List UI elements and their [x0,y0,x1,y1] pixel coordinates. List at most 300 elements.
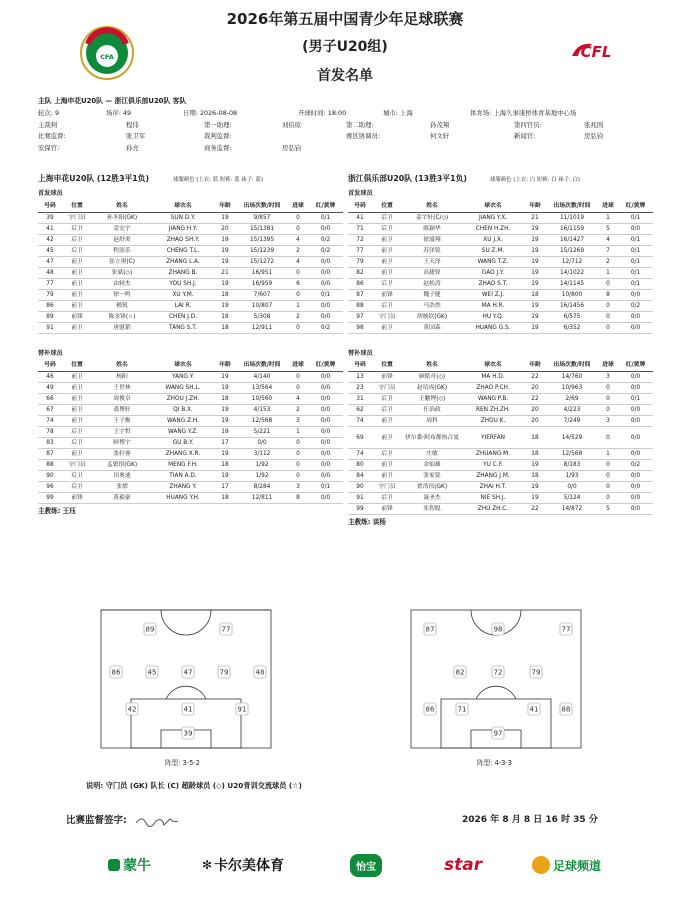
player-cell: 0 [598,482,618,493]
player-cell: 0/2 [308,234,343,245]
player-row [38,311,343,322]
away-coach-label: 主教练: [348,518,371,526]
header [0,0,690,100]
player-row [38,234,343,245]
sponsor-cestbon-text: 怡宝 [350,854,382,877]
column-header: 号码 [38,360,62,372]
player-cell: 0/0 [308,438,343,449]
player-cell: 16/951 [236,267,288,278]
player-cell: JIANG H.Y. [152,223,214,234]
player-cell: 46 [38,372,62,383]
player-row [38,405,343,416]
player-cell: 66 [38,394,62,405]
player-cell: 19 [214,427,236,438]
player-cell: 前卫 [62,372,92,383]
svg-text:72: 72 [493,668,503,677]
player-cell: 0 [288,267,308,278]
player-cell: 0/1 [618,267,653,278]
player-cell: ZHANG X.R. [152,449,214,460]
home-coach [38,504,343,518]
player-cell: 0/0 [308,449,343,460]
player-cell: 0/1 [308,289,343,300]
player-marker [454,666,466,678]
player-cell: 84 [348,471,372,482]
ar1-name: 刘伯原 [282,120,302,129]
player-cell: 6/575 [546,311,598,322]
player-cell: 18 [524,427,546,449]
player-cell: 19 [524,300,546,311]
player-row [38,427,343,438]
player-cell: 41 [348,212,372,223]
player-cell: 0 [598,322,618,333]
player-row [348,383,653,394]
player-row [38,300,343,311]
player-cell: 13/564 [236,383,288,394]
player-cell: 0/0 [308,267,343,278]
player-cell: 0/1 [618,212,653,223]
player-cell: CHEN J.D. [152,311,214,322]
player-cell: 20 [214,223,236,234]
document-title: 首发名单 [317,68,373,84]
player-cell: 74 [348,416,372,427]
player-cell: 0/0 [308,460,343,471]
svg-text:48: 48 [255,668,265,677]
player-cell: 79 [38,289,62,300]
player-cell: 0/0 [618,322,653,333]
player-cell: ZHOU J.ZH. [152,394,214,405]
player-cell: 0/0 [618,405,653,416]
player-cell: 22 [524,504,546,515]
kelme-paw-icon: ✻ [202,858,213,872]
svg-text:82: 82 [455,668,465,677]
player-cell: 0 [288,438,308,449]
sponsor-mengniu [108,850,151,880]
player-cell: 88 [38,460,62,471]
signature-date: 2026 年 8 月 8 日 16 时 35 分 [462,815,598,825]
referee-label: 主裁判 [38,120,58,129]
player-cell: 前卫 [62,416,92,427]
column-header: 年龄 [524,360,546,372]
player-cell: 守门员 [62,212,92,223]
player-cell: 3 [288,482,308,493]
player-cell: 4/223 [546,405,598,416]
player-cell: 0/0 [308,493,343,504]
player-marker [220,623,232,635]
player-cell: XU Y.M. [152,289,214,300]
ar1-label: 第一助理: [204,120,232,129]
player-cell: 19 [214,416,236,427]
cfa-logo-text: CFA [100,53,114,61]
player-cell: 0/0 [618,471,653,482]
player-cell: 90 [348,482,372,493]
home-kit: 球服颜色 (上衣: 蓝 短裤: 蓝 袜子: 蓝) [173,177,264,183]
player-cell: 0/1 [618,234,653,245]
player-cell: 67 [38,405,62,416]
player-cell: 0 [598,427,618,449]
home-coach-label: 主教练: [38,507,61,515]
football-channel-icon [532,856,550,874]
player-cell: 0/0 [308,223,343,234]
player-cell: 程添乐 [92,245,152,256]
player-cell: 0 [288,289,308,300]
player-marker [530,666,542,678]
player-cell: 0/0 [618,504,653,515]
player-cell: 8/183 [546,460,598,471]
home-team-section [38,171,343,518]
column-header: 号码 [38,200,62,212]
player-cell: 99 [38,493,62,504]
player-cell: 由轲杰 [92,278,152,289]
player-cell: 陈颍华 [402,223,462,234]
player-cell: 0/1 [308,482,343,493]
player-cell: ZHAI H.T. [462,482,524,493]
player-row [38,383,343,394]
player-row [38,245,343,256]
player-cell: 87 [348,289,372,300]
player-cell: 5/221 [236,427,288,438]
player-cell: 黄国森 [402,322,462,333]
player-cell: 23 [348,383,372,394]
player-cell: 2 [598,256,618,267]
column-header: 姓名 [92,360,152,372]
player-cell: 12/712 [546,256,598,267]
player-cell: 0 [598,394,618,405]
player-cell: 12/568 [236,416,288,427]
player-cell: 15/1269 [546,245,598,256]
player-cell: 0 [288,223,308,234]
player-cell: 17 [214,438,236,449]
player-cell: 21 [214,267,236,278]
player-cell: ZHANG B. [152,267,214,278]
player-cell: WANG P.B. [462,394,524,405]
player-cell: 6 [288,278,308,289]
security-label: 安保官: [38,144,60,153]
player-cell: 19 [524,493,546,504]
player-marker [492,727,504,739]
column-header: 进球 [288,200,308,212]
player-cell: ZHANG Y. [152,482,214,493]
player-cell: 16/1456 [546,300,598,311]
player-cell: 7/607 [236,289,288,300]
player-cell: JIANG Y.X. [462,212,524,223]
security-name: 孙亮 [126,144,139,153]
player-cell: 20 [524,383,546,394]
player-cell: 3 [598,372,618,383]
player-cell: 82 [348,267,372,278]
player-cell: 2 [288,245,308,256]
player-cell: 19 [214,372,236,383]
player-row [38,212,343,223]
away-team-section [348,171,653,529]
player-cell: 3/112 [236,449,288,460]
player-cell: 赵培成(GK) [402,383,462,394]
player-cell: MA H.D. [462,372,524,383]
player-cell: 前卫 [62,322,92,333]
player-row [348,245,653,256]
signature-label [66,812,180,829]
player-cell: YU C.F. [462,460,524,471]
supervisor-label: 比赛监督: [38,132,66,141]
column-header: 年龄 [214,200,236,212]
player-cell: 后卫 [62,223,92,234]
player-cell: 田奥迪 [92,471,152,482]
player-cell: 0/0 [236,438,288,449]
player-marker [528,703,540,715]
player-row [38,416,343,427]
player-row [348,223,653,234]
player-cell: GU B.Y. [152,438,214,449]
player-cell: 0 [598,300,618,311]
player-cell: 0/2 [308,245,343,256]
ar2-label: 第二助理: [346,120,374,129]
player-cell: 赖锐 [92,300,152,311]
player-cell: 8 [598,289,618,300]
column-header: 出场次数/时间 [546,360,598,372]
player-cell: SUN D.Y. [152,212,214,223]
player-row [348,416,653,427]
player-cell: 15/1239 [236,245,288,256]
cfa-logo [80,26,134,80]
player-cell: 周俊卓 [92,394,152,405]
teams-line: 主队 上海申花U20队 — 浙江俱乐部U20队 客队 [38,97,187,105]
player-cell: 4 [288,394,308,405]
home-coach-name: 王珏 [62,507,76,515]
svg-text:39: 39 [183,729,193,738]
player-cell: 90 [38,471,62,482]
home-team-title: 上海申花U20队 (12胜3平1负) [38,174,150,183]
player-cell: 孙冬阳(GK) [92,212,152,223]
player-cell: 99 [348,504,372,515]
fourth-official-label: 第四官员: [514,120,542,129]
column-header: 红/黄牌 [308,200,343,212]
column-header: 位置 [372,200,402,212]
column-header: 位置 [62,200,92,212]
player-cell: 15/1272 [236,256,288,267]
player-cell: 0 [288,212,308,223]
player-cell: MA H.R. [462,300,524,311]
player-cell: 19 [524,482,546,493]
player-row [38,372,343,383]
player-cell: 69 [348,427,372,449]
player-cell: 前卫 [372,245,402,256]
player-cell: 9/857 [236,212,288,223]
page-title: 2026年第五届中国青少年足球联赛 [226,10,464,28]
player-cell: 10/560 [236,394,288,405]
player-cell: 2/69 [546,394,598,405]
column-header: 出场次数/时间 [236,360,288,372]
signature-label-text: 比赛监督签字: [66,815,127,826]
column-header: 球衣名 [462,200,524,212]
player-cell: 71 [348,223,372,234]
player-cell: 20 [524,405,546,416]
player-cell: 3 [598,416,618,427]
player-cell: 0/0 [618,482,653,493]
fourth-official-name: 张兆国 [584,120,604,129]
player-cell: 徐渝翔 [402,234,462,245]
player-cell: 后卫 [372,493,402,504]
player-cell: ZHAO SH.Y. [152,234,214,245]
city: 城市: 上海 [383,108,413,117]
player-row [38,322,343,333]
player-cell: 6/352 [546,322,598,333]
player-cell: 任治政 [402,405,462,416]
player-cell: 前卫 [62,278,92,289]
player-cell: 0/0 [546,482,598,493]
home-starters-label: 首发球员 [38,190,63,197]
press-officer-name: 房弘钧 [584,132,604,141]
player-cell: 0/0 [618,372,653,383]
svg-text:77: 77 [221,625,231,634]
player-row [348,482,653,493]
player-row [348,212,653,223]
player-cell: 19 [214,449,236,460]
player-cell: 前卫 [372,322,402,333]
player-cell: 朱智聪 [402,504,462,515]
player-cell: YOU SH.J. [152,278,214,289]
svg-text:77: 77 [561,625,571,634]
player-cell: 14/1022 [546,267,598,278]
player-row [348,449,653,460]
player-marker [146,666,158,678]
player-cell: 4 [288,234,308,245]
supervisor-signature [134,813,180,829]
svg-text:79: 79 [219,668,229,677]
column-header: 姓名 [92,200,152,212]
player-cell: 0 [598,278,618,289]
player-cell: WANG Y.Z. [152,427,214,438]
player-cell: 守门员 [372,482,402,493]
column-header: 红/黄牌 [308,360,343,372]
player-cell: 0 [288,372,308,383]
player-row [38,482,343,493]
player-cell: 79 [348,256,372,267]
svg-text:86: 86 [111,668,121,677]
player-cell: 18 [214,460,236,471]
commercial-name: 房弘钧 [282,144,302,153]
sponsor-cestbon [350,850,382,880]
player-cell: 19 [524,234,546,245]
player-cell: 74 [38,416,62,427]
player-row [38,449,343,460]
svg-text:45: 45 [147,668,157,677]
player-cell: 86 [38,300,62,311]
player-cell: 1 [288,300,308,311]
svg-text:98: 98 [493,625,503,634]
player-cell: 8 [288,493,308,504]
player-cell: 陈金锋(☆) [92,311,152,322]
player-cell: SU Z.M. [462,245,524,256]
player-cell: 14/1145 [546,278,598,289]
player-cell: 0 [598,471,618,482]
player-cell: WANG Z.H. [152,416,214,427]
home-subs-label: 替补球员 [38,349,63,357]
player-cell: 22 [524,372,546,383]
player-row [348,311,653,322]
player-cell: 后卫 [62,471,92,482]
page-subtitle: (男子U20组) [302,39,388,55]
player-cell: 18 [214,289,236,300]
player-marker [456,703,468,715]
player-cell: 前卫 [62,289,92,300]
footnote: 说明: 守门员 (GK) 队长 (C) 超龄球员 (◇) U20青训交流球员 (☆) [86,781,302,790]
column-header: 进球 [288,360,308,372]
player-cell: 裘博轩 [92,405,152,416]
player-cell: CHEN H.ZH. [462,223,524,234]
player-cell: 张熠 [92,482,152,493]
player-cell: 78 [38,427,62,438]
player-cell: ZHOU K. [462,416,524,427]
player-marker [182,666,194,678]
player-cell: 守门员 [372,311,402,322]
player-cell: LAI R. [152,300,214,311]
player-cell: 42 [38,234,62,245]
home-formation-pitch [100,609,272,749]
referee-name: 程伟 [126,120,139,129]
away-team-title: 浙江俱乐部U20队 (13胜3平1负) [348,174,467,183]
player-cell: 2 [288,311,308,322]
player-cell: 12/811 [236,493,288,504]
player-cell: 0 [598,493,618,504]
player-cell: YIERFAN [462,427,524,449]
player-row [38,493,343,504]
player-cell: 0/0 [308,427,343,438]
player-cell: 19 [214,234,236,245]
player-cell: 前卫 [62,394,92,405]
player-marker [126,703,138,715]
player-cell: 守门员 [62,460,92,471]
player-cell: XU J.X. [462,234,524,245]
player-row [348,234,653,245]
away-starters-table [348,200,653,334]
player-cell: 74 [348,449,372,460]
player-cell: 0 [598,460,618,471]
player-cell: TIAN A.D. [152,471,214,482]
away-kit: 球服颜色 (上衣: 白 短裤: 白 袜子: 白) [490,177,581,183]
player-cell: 14/760 [546,372,598,383]
player-cell: 前卫 [372,256,402,267]
player-cell: 后卫 [372,278,402,289]
player-cell: 97 [348,311,372,322]
player-marker [560,623,572,635]
player-cell: 5/308 [236,311,288,322]
player-cell: 18 [524,289,546,300]
player-cell: 4 [288,256,308,267]
player-cell: 18 [214,493,236,504]
player-cell: 孟繁很(GK) [92,460,152,471]
player-cell: 16/959 [236,278,288,289]
player-cell: 10/963 [546,383,598,394]
player-cell: 余灿雄 [402,460,462,471]
svg-text:42: 42 [127,705,137,714]
player-cell: 守门员 [372,383,402,394]
player-cell: 1 [288,427,308,438]
player-cell: 31 [348,394,372,405]
player-cell: 后卫 [372,212,402,223]
ref-supervisor-label: 裁判监督: [204,132,232,141]
player-cell: 1/92 [236,471,288,482]
svg-text:79: 79 [531,668,541,677]
player-cell: HUANG Y.H. [152,493,214,504]
player-cell: 39 [38,212,62,223]
player-cell: 后卫 [372,449,402,460]
player-cell: 10/807 [236,300,288,311]
column-header: 球衣名 [462,360,524,372]
player-cell: 19 [524,223,546,234]
player-cell: 0/1 [618,278,653,289]
player-cell: 7 [598,245,618,256]
sponsor-mengniu-text: 蒙牛 [123,858,151,874]
sponsor-football-channel-text: 足球频道 [553,858,602,873]
